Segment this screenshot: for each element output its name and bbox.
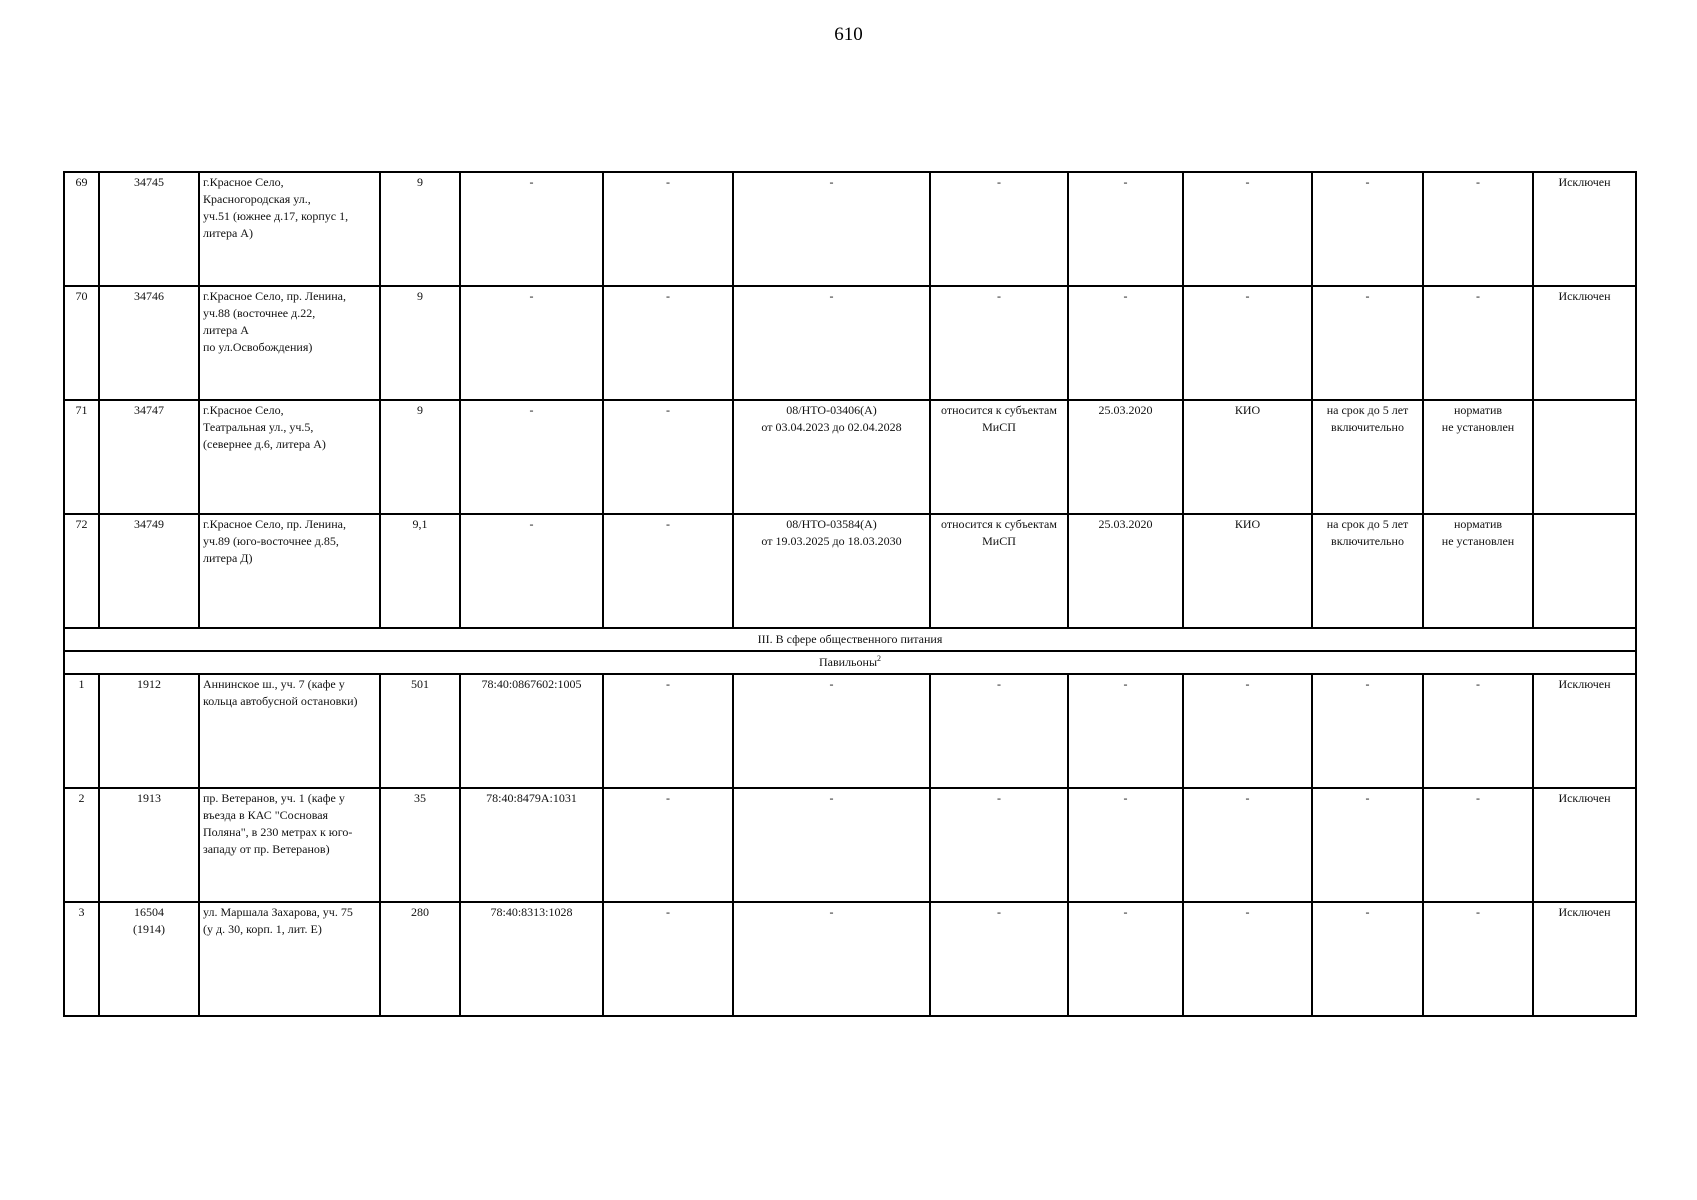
row-number-cell: 1: [64, 674, 99, 788]
organization-cell: -: [1183, 286, 1312, 400]
subsection-heading-title: Павильоны: [818, 655, 878, 669]
status-cell: [1533, 514, 1636, 628]
object-id-cell: 1912: [99, 674, 199, 788]
contract-cell: -: [733, 902, 930, 1016]
object-id-cell: 1913: [99, 788, 199, 902]
row-number-cell: 72: [64, 514, 99, 628]
area-cell: 280: [380, 902, 460, 1016]
table-row: [64, 674, 1636, 788]
cadastral-number-cell: 78:40:8313:1028: [460, 902, 603, 1016]
object-id-cell: 34745: [99, 172, 199, 286]
msp-subject-cell: относится к субъектам МиСП: [930, 514, 1068, 628]
address-cell: г.Красное Село, Театральная ул., уч.5, (севернее д.6, литера А): [199, 400, 380, 514]
term-cell: -: [1312, 902, 1423, 1016]
address-cell: ул. Маршала Захарова, уч. 75 (у д. 30, корп. 1, лит. Е): [199, 902, 380, 1016]
status-cell: Исключен: [1533, 788, 1636, 902]
date-cell: -: [1068, 788, 1183, 902]
area-cell: 35: [380, 788, 460, 902]
date-cell: 25.03.2020: [1068, 514, 1183, 628]
registry-table: [63, 171, 1637, 1017]
footnote-marker: 2: [877, 654, 882, 663]
subsection-heading: [64, 651, 1636, 674]
object-id-cell: 16504 (1914): [99, 902, 199, 1016]
contract-cell: -: [733, 172, 930, 286]
norm-cell: -: [1423, 172, 1533, 286]
msp-subject-cell: относится к субъектам МиСП: [930, 400, 1068, 514]
column-6-cell: -: [603, 286, 733, 400]
row-number-cell: 71: [64, 400, 99, 514]
table-row: [64, 514, 1636, 628]
norm-cell: -: [1423, 788, 1533, 902]
table-row: [64, 902, 1636, 1016]
column-6-cell: -: [603, 172, 733, 286]
cadastral-number-cell: -: [460, 400, 603, 514]
column-6-cell: -: [603, 674, 733, 788]
date-cell: -: [1068, 902, 1183, 1016]
object-id-cell: 34747: [99, 400, 199, 514]
status-cell: Исключен: [1533, 674, 1636, 788]
table-row: [64, 788, 1636, 902]
organization-cell: -: [1183, 172, 1312, 286]
norm-cell: -: [1423, 286, 1533, 400]
cadastral-number-cell: 78:40:8479А:1031: [460, 788, 603, 902]
status-cell: Исключен: [1533, 286, 1636, 400]
section-heading-title: III. В сфере общественного питания: [757, 632, 943, 646]
table-row: [64, 172, 1636, 286]
date-cell: -: [1068, 286, 1183, 400]
cadastral-number-cell: -: [460, 514, 603, 628]
norm-cell: -: [1423, 902, 1533, 1016]
contract-cell: -: [733, 674, 930, 788]
msp-subject-cell: -: [930, 902, 1068, 1016]
date-cell: 25.03.2020: [1068, 400, 1183, 514]
column-6-cell: -: [603, 788, 733, 902]
norm-cell: норматив не установлен: [1423, 514, 1533, 628]
cadastral-number-cell: -: [460, 172, 603, 286]
status-cell: [1533, 400, 1636, 514]
norm-cell: норматив не установлен: [1423, 400, 1533, 514]
msp-subject-cell: -: [930, 674, 1068, 788]
object-id-cell: 34746: [99, 286, 199, 400]
date-cell: -: [1068, 172, 1183, 286]
area-cell: 9: [380, 286, 460, 400]
organization-cell: -: [1183, 902, 1312, 1016]
msp-subject-cell: -: [930, 286, 1068, 400]
page-number: 610: [834, 24, 863, 45]
row-number-cell: 70: [64, 286, 99, 400]
column-6-cell: -: [603, 902, 733, 1016]
address-cell: г.Красное Село, Красногородская ул., уч.51 (южнее д.17, корпус 1, литера А): [199, 172, 380, 286]
area-cell: 9: [380, 172, 460, 286]
status-cell: Исключен: [1533, 172, 1636, 286]
area-cell: 9,1: [380, 514, 460, 628]
organization-cell: КИО: [1183, 514, 1312, 628]
organization-cell: КИО: [1183, 400, 1312, 514]
row-number-cell: 69: [64, 172, 99, 286]
status-cell: Исключен: [1533, 902, 1636, 1016]
organization-cell: -: [1183, 674, 1312, 788]
msp-subject-cell: -: [930, 172, 1068, 286]
term-cell: -: [1312, 286, 1423, 400]
term-cell: -: [1312, 172, 1423, 286]
date-cell: -: [1068, 674, 1183, 788]
contract-cell: 08/НТО-03406(А) от 03.04.2023 до 02.04.2028: [733, 400, 930, 514]
area-cell: 501: [380, 674, 460, 788]
term-cell: -: [1312, 674, 1423, 788]
term-cell: на срок до 5 лет включительно: [1312, 514, 1423, 628]
area-cell: 9: [380, 400, 460, 514]
address-cell: г.Красное Село, пр. Ленина, уч.88 (восточнее д.22, литера А по ул.Освобождения): [199, 286, 380, 400]
norm-cell: -: [1423, 674, 1533, 788]
table-row: [64, 400, 1636, 514]
address-cell: Аннинское ш., уч. 7 (кафе у кольца автобусной остановки): [199, 674, 380, 788]
contract-cell: -: [733, 286, 930, 400]
row-number-cell: 2: [64, 788, 99, 902]
msp-subject-cell: -: [930, 788, 1068, 902]
contract-cell: -: [733, 788, 930, 902]
term-cell: на срок до 5 лет включительно: [1312, 400, 1423, 514]
column-6-cell: -: [603, 514, 733, 628]
address-cell: г.Красное Село, пр. Ленина, уч.89 (юго-восточнее д.85, литера Д): [199, 514, 380, 628]
cadastral-number-cell: -: [460, 286, 603, 400]
object-id-cell: 34749: [99, 514, 199, 628]
organization-cell: -: [1183, 788, 1312, 902]
section-heading: [64, 628, 1636, 651]
row-number-cell: 3: [64, 902, 99, 1016]
contract-cell: 08/НТО-03584(А) от 19.03.2025 до 18.03.2030: [733, 514, 930, 628]
address-cell: пр. Ветеранов, уч. 1 (кафе у въезда в КАС "Сосновая Поляна", в 230 метрах к юго- западу от пр. Ветеранов): [199, 788, 380, 902]
term-cell: -: [1312, 788, 1423, 902]
table-row: [64, 286, 1636, 400]
cadastral-number-cell: 78:40:0867602:1005: [460, 674, 603, 788]
column-6-cell: -: [603, 400, 733, 514]
